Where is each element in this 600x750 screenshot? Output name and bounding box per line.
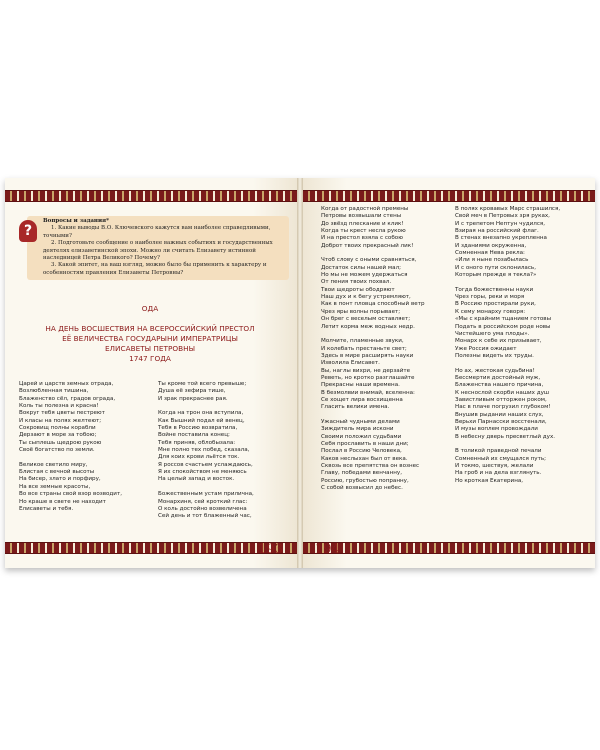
poem-line: Россию, грубостью попранну, xyxy=(321,477,409,484)
poem-line: Твои щедроты ободряют xyxy=(321,286,395,293)
poem-line: Елисаветы и тебя. xyxy=(19,505,74,512)
poem-line: Царей и царств земных отрада, xyxy=(19,381,114,387)
poem-line: Сомненная Нева рекла: xyxy=(455,250,525,257)
poem-line: Чистейшего ума плоды». xyxy=(455,330,530,337)
poem-line: Как Вышний подал ей венец, xyxy=(158,417,245,424)
poem-line: На все земные красоты, xyxy=(19,483,91,490)
poem-line: И токмо, шествуя, желали xyxy=(455,463,534,470)
poem-line: Послал в Россию Человека, xyxy=(321,448,402,455)
question-item: 2. Подготовьте сообщение о наиболее важных событиях и государственных деятелях елизаветинской эпохи. Можно ли считать Елизавету истинной наследницей Петра Великого? Почему? xyxy=(43,240,273,262)
poem-line: Внушив рыдании наших слух, xyxy=(455,411,544,418)
poem-line: И зрак прекраснее рая. xyxy=(158,395,228,402)
poem-line: Реветь, но кротко разглашайте xyxy=(321,374,415,381)
poem-line: Которым прежде я текла?» xyxy=(455,272,537,279)
poem-line: И класы на полях желтеют; xyxy=(19,417,102,424)
poem-line: И с трепетом Нептун чудился, xyxy=(455,220,546,227)
poem-line: Здесь в мире расширять науки xyxy=(321,352,414,359)
poem-line: К неснослой скорби наших душ xyxy=(455,389,550,396)
poem-line: На бисер, злато и порфиру, xyxy=(19,476,101,483)
poem-line: Вокруг тебя цветы пестреют xyxy=(19,410,105,417)
poem-line: Уже Россия ожидает xyxy=(455,345,517,352)
page-number-right: 194 xyxy=(315,542,340,557)
poem-line: Наш дух и к бегу устремляют, xyxy=(321,294,411,301)
poem-line: Подать в российском роде новы xyxy=(455,323,551,330)
ode-label: ОДА xyxy=(141,304,159,313)
poem-line: Как в понт пловца способный ветр xyxy=(321,301,425,308)
stanza xyxy=(455,206,591,279)
stanza xyxy=(19,462,154,513)
poem-line: К сему монарху говоря: xyxy=(455,308,526,315)
poem-line: Петровы возвышали стены xyxy=(321,213,402,220)
poem-line: Он брег с веселым оставляет; xyxy=(321,316,411,323)
poem-line: «Мы с крайним тщанием готовы xyxy=(455,316,552,323)
poem-line: И колебать престаньте свет; xyxy=(321,345,407,352)
poem-line: В стенах внезапно укрепленна xyxy=(455,235,547,242)
ode-title-line: ЕЁ ВЕЛИЧЕСТВА ГОСУДАРЫНИ ИМПЕРАТРИЦЫ xyxy=(62,334,238,343)
poem-line: Сокровищ полны корабли xyxy=(19,425,96,432)
poem-line: Доброт твоих прекрасный лик! xyxy=(321,242,414,249)
poem-line: Тебя приняв, облобызала: xyxy=(158,439,236,446)
poem-line: Гласить велики имена. xyxy=(321,404,390,411)
poem-line: Ты кроме той всего превыше; xyxy=(158,381,247,387)
questions-title: Вопросы и задания* xyxy=(43,218,109,224)
poem-line: Божественным устам прилична, xyxy=(158,491,254,498)
poem-line: Но мы не можем удержаться xyxy=(321,272,408,279)
poem-line: Тебя в Россию возвратила, xyxy=(158,425,238,432)
poem-line: Летит корма меж водных недр. xyxy=(321,323,415,330)
poem-line: Молчите, пламенные звуки, xyxy=(321,338,404,345)
poem-line: Взирая на российский флаг. xyxy=(455,228,539,235)
page-number-left: 193 xyxy=(258,542,283,557)
poem-line: В полях кровавых Марс страшился, xyxy=(455,206,561,212)
stanza xyxy=(455,287,591,360)
poem-line: От пения твоих похвал. xyxy=(321,279,392,286)
poem-line: Когда на трон она вступила, xyxy=(158,410,244,417)
book-spread xyxy=(5,178,595,568)
poem-line: Вы, наглы вихри, не дерзайте xyxy=(321,367,411,374)
poem-line: Великое светило миру, xyxy=(19,461,88,468)
poem-line: На целый запад и восток. xyxy=(158,476,235,483)
poem-line: И с оного пути склонилась, xyxy=(455,264,536,271)
poem-line: «Или я ныне позабылась xyxy=(455,257,529,264)
poem-line: Изволила Елисавет. xyxy=(321,360,380,367)
poem-line: Главу, победами венчанну, xyxy=(321,470,403,477)
poem-line: Но ах, жестокая судьбина! xyxy=(455,367,535,374)
poem-line: Чтоб слову с оными сравняться, xyxy=(321,257,417,264)
poem-line: Для коих крови льётся ток. xyxy=(158,454,240,461)
poem-line: Ужасный чудными делами xyxy=(321,418,400,425)
poem-line: Полезны видеть их труды. xyxy=(455,352,534,359)
poem-line: Сквозь все препятства он вознес xyxy=(321,463,420,470)
poem-line: Нас в плаче погрузил глубоком! xyxy=(455,404,551,411)
poem-line: До звёзд плескание и клик! xyxy=(321,220,404,227)
poem-line: Когда от радостной премены xyxy=(321,206,409,212)
questions-box xyxy=(23,216,289,280)
poem-line: Достаток силы нашей мал; xyxy=(321,264,402,271)
ornament-border-bottom xyxy=(5,542,297,554)
right-page xyxy=(303,178,595,568)
poem-line: Бессмертия достойный муж, xyxy=(455,374,541,381)
poem-line: С собой возвысил до небес. xyxy=(321,485,403,492)
poem-line: Прекрасны наши времена. xyxy=(321,382,400,389)
ornament-border-top xyxy=(303,190,595,202)
poem-line: Себя прославить в наши дни; xyxy=(321,441,409,447)
poem-line: Верьхи Парнасски восстенали, xyxy=(455,418,547,425)
poem-line: Монархиня, сей кроткий глас: xyxy=(158,498,248,505)
stanza xyxy=(19,381,154,454)
poem-line: Дерзают в море за тобою; xyxy=(19,432,97,439)
poem-line: Но кроткая Екатерина, xyxy=(455,477,524,484)
poem-line: Своими положил судьбами xyxy=(321,433,402,440)
poem-line: Блаженство сёл, градов ограда, xyxy=(19,395,116,402)
poem-line: Монарх к себе их призывает, xyxy=(455,338,542,345)
poem-line: Завистливым отторжен роком, xyxy=(455,396,547,403)
poem-line: Душа её зефира тише, xyxy=(158,388,226,395)
poem-line: Чрез яры волны порывает; xyxy=(321,308,401,315)
poem-line: В безмолвии внимай, вселенна: xyxy=(321,389,415,396)
poem-line: На гроб и на дела взглянуть. xyxy=(455,470,542,477)
poem-line: Свой меч в Петровых зря руках, xyxy=(455,213,550,220)
poem-column-4 xyxy=(455,206,591,492)
poem-line: И на престол взяла с собою xyxy=(321,235,403,242)
question-item: 3. Какой эпитет, на ваш взгляд, можно было бы применить к характеру и особенностям правления Елизаветы Петровны? xyxy=(43,262,267,276)
question-item: 1. Какие выводы В.О. Ключевского кажутся вам наиболее справедливыми, точными? xyxy=(43,225,271,239)
ornament-border-top xyxy=(5,190,297,202)
stanza xyxy=(455,448,591,485)
poem-column-1 xyxy=(19,381,154,521)
poem-line: Коль ты полезна и красна! xyxy=(19,403,99,410)
stanza xyxy=(158,491,293,520)
poem-line: И зданиями окруженна, xyxy=(455,242,527,249)
poem-line: В Россию простирали руки, xyxy=(455,301,536,308)
stanza xyxy=(321,257,451,330)
poem-column-3 xyxy=(321,206,451,500)
poem-line: Когда ты крест несла рукою xyxy=(321,228,406,235)
poem-line: Но краше в свете не находит xyxy=(19,498,106,505)
poem-line: Войне поставила конец; xyxy=(158,432,230,439)
stanza xyxy=(321,338,451,411)
stanza xyxy=(158,381,293,403)
poem-line: Каков неслыхан был от века. xyxy=(321,455,408,462)
question-mark-icon: ? xyxy=(19,220,37,242)
ode-title-line: НА ДЕНЬ ВОСШЕСТВИЯ НА ВСЕРОССИЙСКИЙ ПРЕСТОЛ xyxy=(45,324,255,333)
stanza xyxy=(158,410,293,483)
poem-column-2 xyxy=(158,381,293,528)
poem-line: И музы воплем провождали xyxy=(455,426,538,433)
stanza xyxy=(455,368,591,441)
poem-line: Блаженства нашего причина, xyxy=(455,382,544,389)
poem-line: Сомненный их смущался путь; xyxy=(455,455,547,462)
poem-line: Во все страны свой взор возводит, xyxy=(19,491,122,498)
poem-line: Се хощет лира восхищенна xyxy=(321,396,403,403)
poem-line: Зиждитель мира искони xyxy=(321,426,394,433)
poem-line: Я их спокойством не меняюсь xyxy=(158,469,247,476)
ornament-border-bottom xyxy=(303,542,595,554)
poem-line: Сей день и тот блаженный час, xyxy=(158,513,252,520)
poem-line: Чрез горы, реки и моря xyxy=(455,294,525,301)
poem-line: Мне полно тех побед, сказала, xyxy=(158,447,250,454)
poem-line: Своё богатство по земли. xyxy=(19,447,95,454)
ode-year: 1747 ГОДА xyxy=(129,354,171,363)
ode-title-line: ЕЛИСАВЕТЫ ПЕТРОВНЫ xyxy=(104,344,196,353)
poem-line: О коль достойно возвеличена xyxy=(158,505,247,512)
poem-line: В небесну дверь пресветлый дух. xyxy=(455,433,556,440)
poem-line: В толикой праведной печали xyxy=(455,448,542,455)
poem-line: Я россов счастьем услаждаюсь, xyxy=(158,461,253,468)
poem-line: Тогда божественны науки xyxy=(455,286,534,293)
poem-line: Возлюбленная тишина, xyxy=(19,388,89,395)
stanza xyxy=(321,206,451,250)
stanza xyxy=(321,419,451,492)
poem-line: Ты сыплешь щедрою рукою xyxy=(19,439,102,446)
poem-line: Блистая с вечной высоты xyxy=(19,469,95,476)
left-page xyxy=(5,178,297,568)
